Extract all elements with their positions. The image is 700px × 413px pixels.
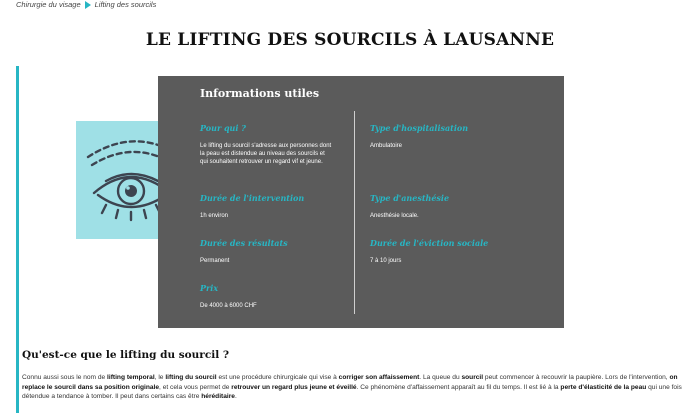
paragraph-text: peut commencer à recouvrir la paupière. Lors de l'intervention, [483, 374, 670, 381]
field-duree-resultats [200, 238, 350, 265]
breadcrumb [16, 0, 156, 9]
bold-text: lifting temporal [107, 374, 155, 381]
field-value: 7 à 10 jours [370, 258, 402, 264]
bold-text: héréditaire [201, 393, 235, 400]
field-label: Type d'hospitalisation [370, 123, 469, 133]
field-value: Le lifting du sourcil s'adresse aux personnes dont la peau est distendue au niveau des sourcils et qui souhaitent retrouver un regard vif et jeune. [200, 143, 332, 165]
paragraph-text: Connu aussi sous le nom de [22, 374, 108, 381]
field-value: De 4000 à 6000 CHF [200, 303, 257, 309]
paragraph-text: . Ce phénomène d'affaissement apparaît au fil du temps. Il est lié à la [356, 383, 561, 391]
bold-text: corriger son affaissement [338, 374, 420, 381]
field-label: Durée de l'éviction sociale [370, 238, 489, 248]
field-anesthesie [370, 193, 520, 220]
field-label: Pour qui ? [200, 123, 246, 133]
field-label: Durée de l'intervention [200, 193, 305, 203]
field-pour-qui [200, 123, 350, 166]
field-value: Ambulatoire [370, 143, 403, 149]
page-title: LE LIFTING DES SOURCILS À LAUSANNE [145, 30, 555, 50]
field-hospitalisation [370, 123, 520, 150]
bold-text: perte d'élasticité de la peau [560, 383, 647, 391]
section-paragraph [22, 373, 694, 402]
field-duree-intervention [200, 193, 350, 220]
bold-text: sourcil [461, 374, 484, 381]
bold-text: retrouver un regard plus jeune et éveillé [231, 383, 357, 391]
field-prix [200, 283, 350, 310]
bold-text: on replace le sourcil dans sa position originale [22, 374, 678, 391]
field-value: Anesthésie locale. [370, 213, 419, 219]
accent-bar [16, 66, 19, 413]
paragraph-text: qui une fois détendue a tendance à tomber. Il peut dans certains cas être [22, 383, 682, 400]
field-label: Durée des résultats [200, 238, 288, 248]
paragraph-text: . [234, 393, 237, 400]
paragraph-text: , et cela vous permet de [159, 383, 232, 391]
info-card-title: Informations utiles [200, 87, 320, 100]
bold-text: lifting du sourcil [165, 374, 217, 381]
paragraph-text: . La queue du [419, 374, 462, 381]
info-card [158, 76, 564, 328]
field-label: Prix [200, 283, 219, 293]
paragraph-text: , le [154, 374, 166, 381]
info-card-divider [354, 111, 355, 314]
breadcrumb-link-lifting-sourcils[interactable]: Lifting des sourcils [94, 0, 157, 9]
field-value: 1h environ [200, 213, 229, 219]
section-heading: Qu'est-ce que le lifting du sourcil ? [22, 349, 230, 361]
field-eviction [370, 238, 520, 265]
field-label: Type d'anesthésie [370, 193, 450, 203]
breadcrumb-arrow-icon [85, 1, 91, 9]
field-value: Permanent [200, 258, 230, 264]
breadcrumb-link-chirurgie-visage[interactable]: Chirurgie du visage [16, 0, 81, 9]
paragraph-text: est une procédure chirurgicale qui vise à [216, 374, 339, 381]
